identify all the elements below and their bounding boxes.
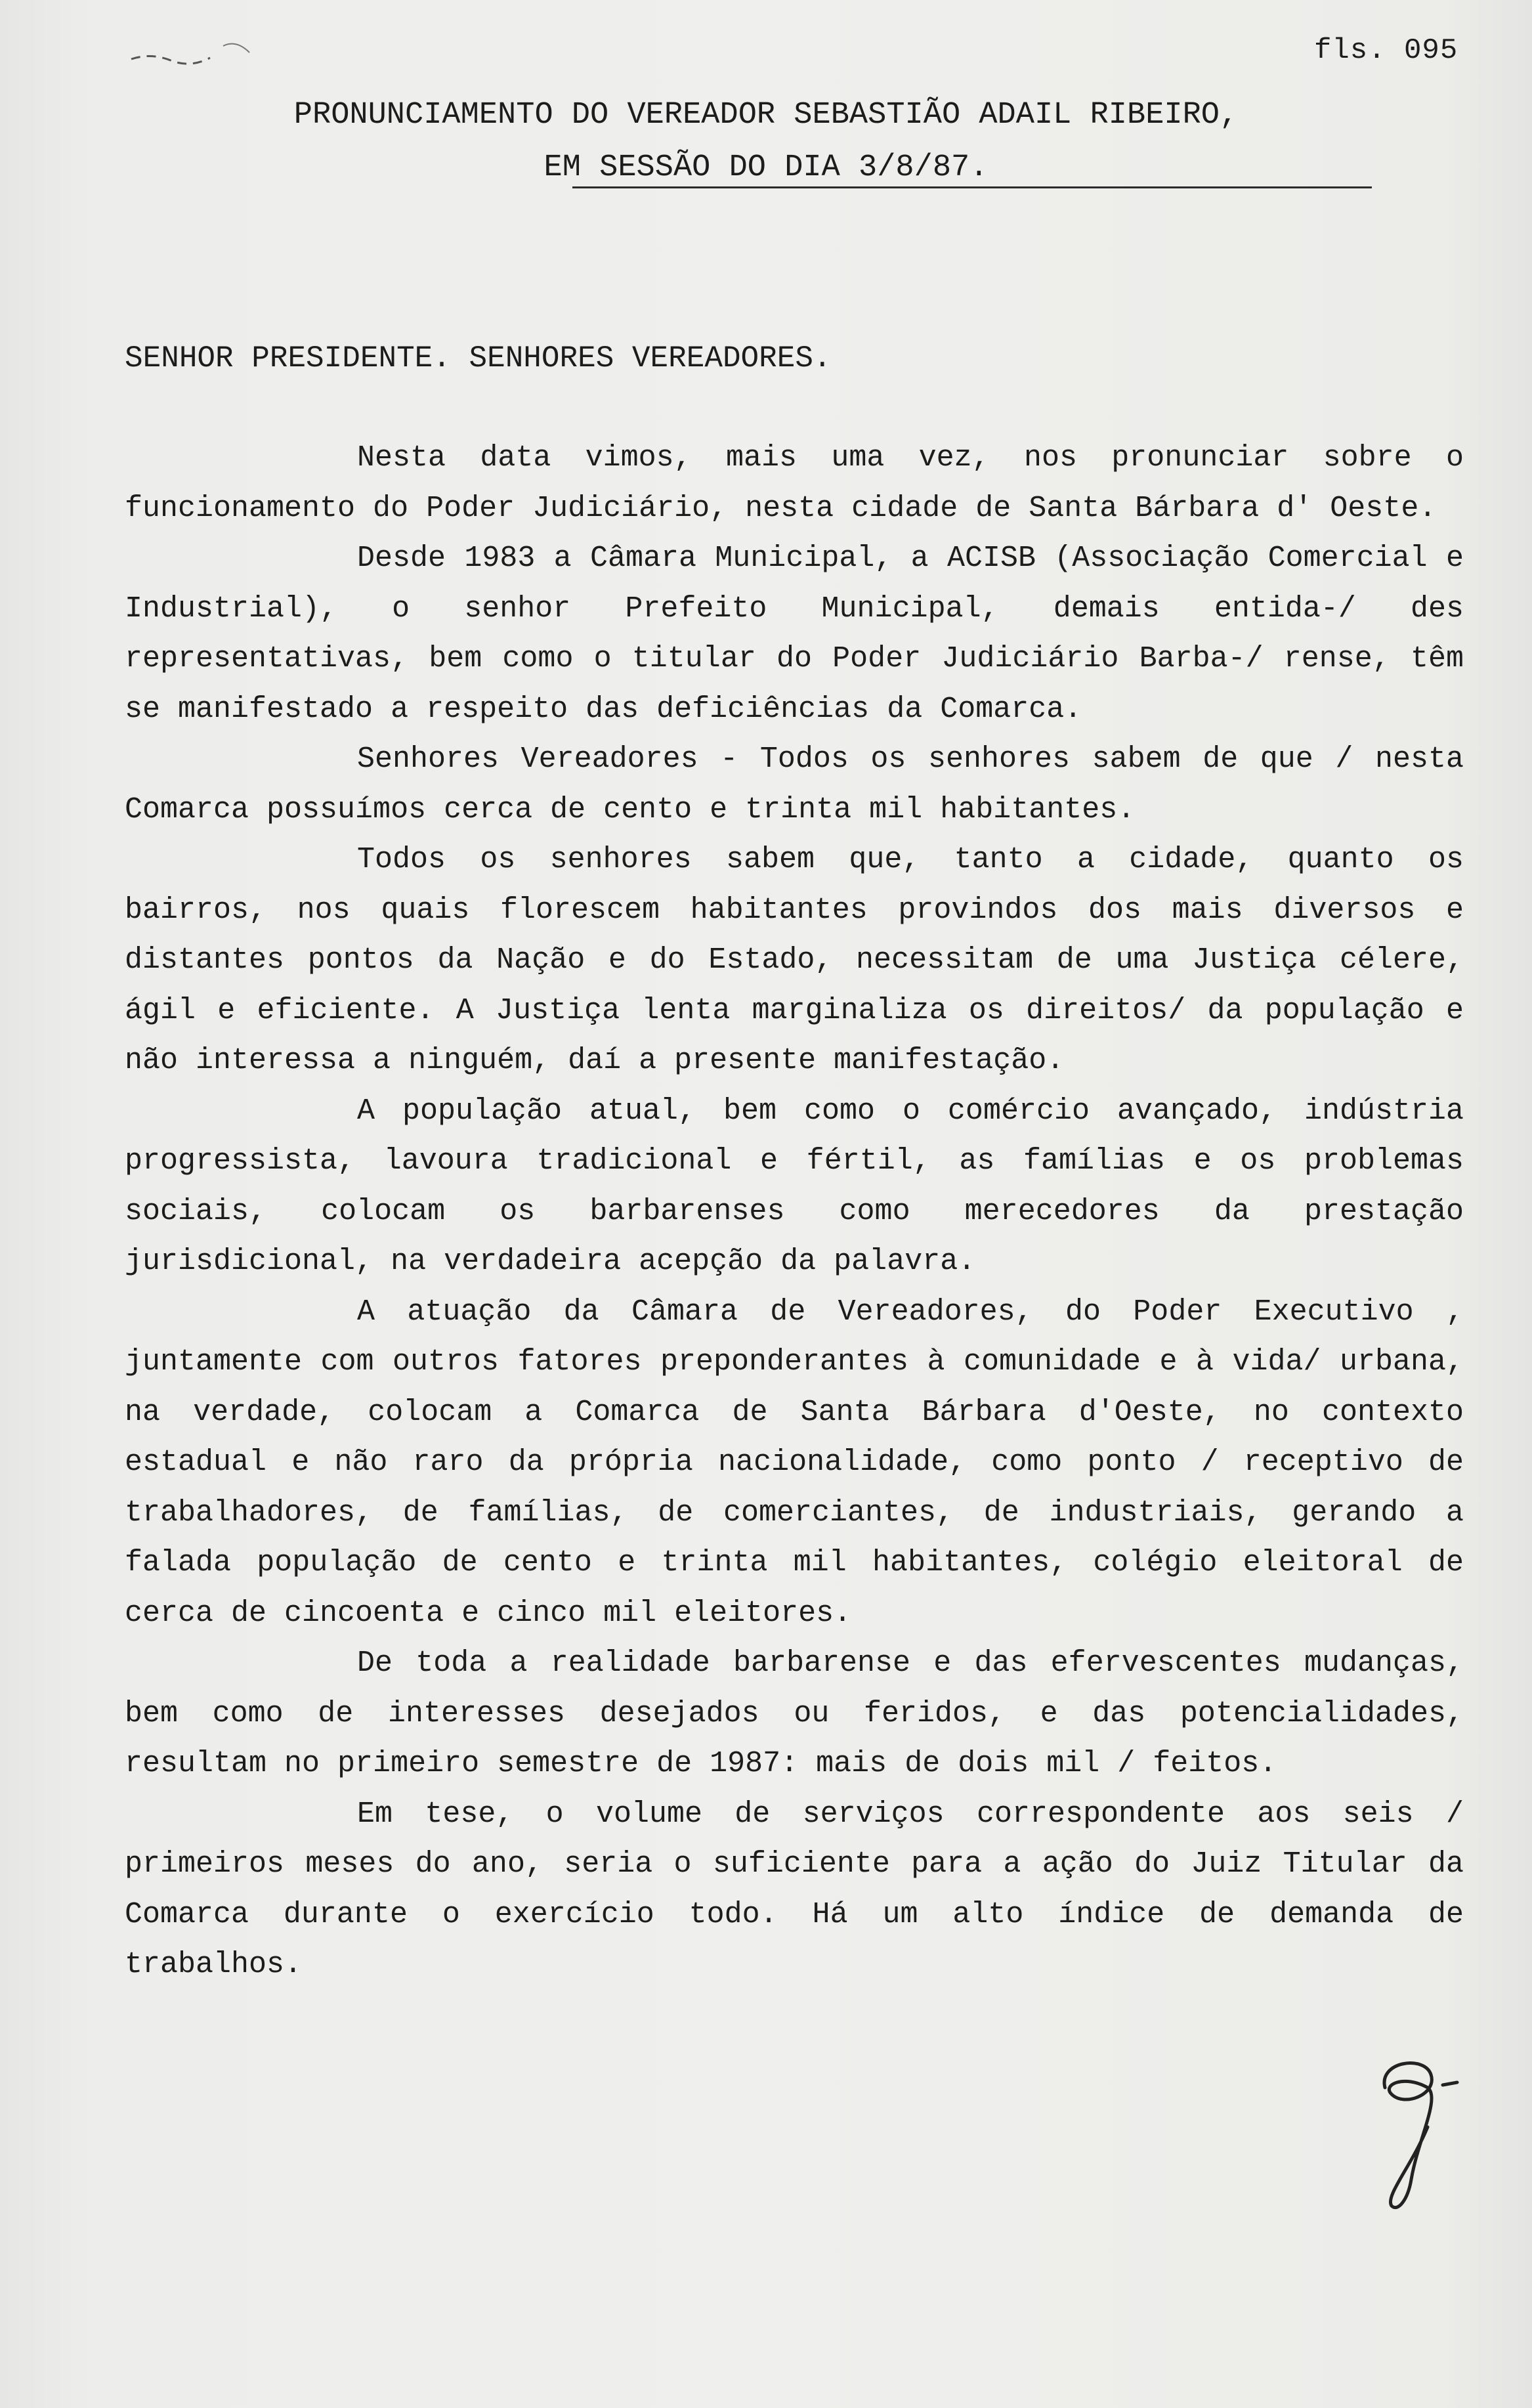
- paragraph: Todos os senhores sabem que, tanto a cidade, quanto os bairros, nos quais florescem habitantes provindos dos mais diversos e distantes pontos da Nação e do Estado, necessitam de uma Justiça célere, ágil e eficiente. A Justiça lenta marginaliza os direitos/ da população e não interessa a ninguém, daí a presente manifestação.: [125, 843, 1464, 1077]
- header-title: PRONUNCIAMENTO DO VEREADOR SEBASTIÃO ADAIL RIBEIRO,: [293, 98, 1239, 133]
- signature-mark: [1365, 2048, 1470, 2219]
- ink-mark: [125, 20, 269, 79]
- header-underline: [572, 186, 1372, 188]
- paragraph: Senhores Vereadores - Todos os senhores sabem de que / nesta Comarca possuímos cerca de cento e trinta mil habitantes.: [125, 742, 1464, 827]
- paragraph: A população atual, bem como o comércio avançado, indústria progressista, lavoura tradicional e fértil, as famílias e os problemas sociais, colocam os barbarenses como merecedores da prestação jurisdicional, na verdadeira acepção da palavra.: [125, 1094, 1464, 1278]
- paragraph: De toda a realidade barbarense e das efervescentes mudanças, bem como de interesses desejados ou feridos, e das potencialidades, resultam no primeiro semestre de 1987: mais de dois mil / feitos.: [125, 1646, 1464, 1780]
- document-header: [0, 89, 1532, 197]
- header-date: EM SESSÃO DO DIA 3/8/87.: [543, 150, 989, 185]
- salutation: SENHOR PRESIDENTE. SENHORES VEREADORES.: [125, 341, 832, 376]
- paragraph: A atuação da Câmara de Vereadores, do Poder Executivo , juntamente com outros fatores preponderantes à comunidade e à vida/ urbana, na verdade, colocam a Comarca de Santa Bárbara d'Oeste, no contexto estadual e não raro da própria nacionalidade, como ponto / receptivo de trabalhadores, de famílias, de comerciantes, de industriais, gerando a falada população de cento e trinta mil habitantes, colégio eleitoral de cerca de cincoenta e cinco mil eleitores.: [125, 1295, 1464, 1630]
- paragraph: Nesta data vimos, mais uma vez, nos pronunciar sobre o funcionamento do Poder Judiciário, nesta cidade de Santa Bárbara d' Oeste.: [125, 441, 1464, 525]
- paragraph: Em tese, o volume de serviços correspondente aos seis / primeiros meses do ano, seria o suficiente para a ação do Juiz Titular da Comarca durante o exercício todo. Há um alto índice de demanda de trabalhos.: [125, 1797, 1464, 1981]
- document-body: [125, 433, 1464, 1990]
- page-number: fls. 095: [1314, 34, 1458, 67]
- paragraph: Desde 1983 a Câmara Municipal, a ACISB (Associação Comercial e Industrial), o senhor Prefeito Municipal, demais entida-/ des representativas, bem como o titular do Poder Judiciário Barba-/ rense, têm se manifestado a respeito das deficiências da Comarca.: [125, 542, 1464, 726]
